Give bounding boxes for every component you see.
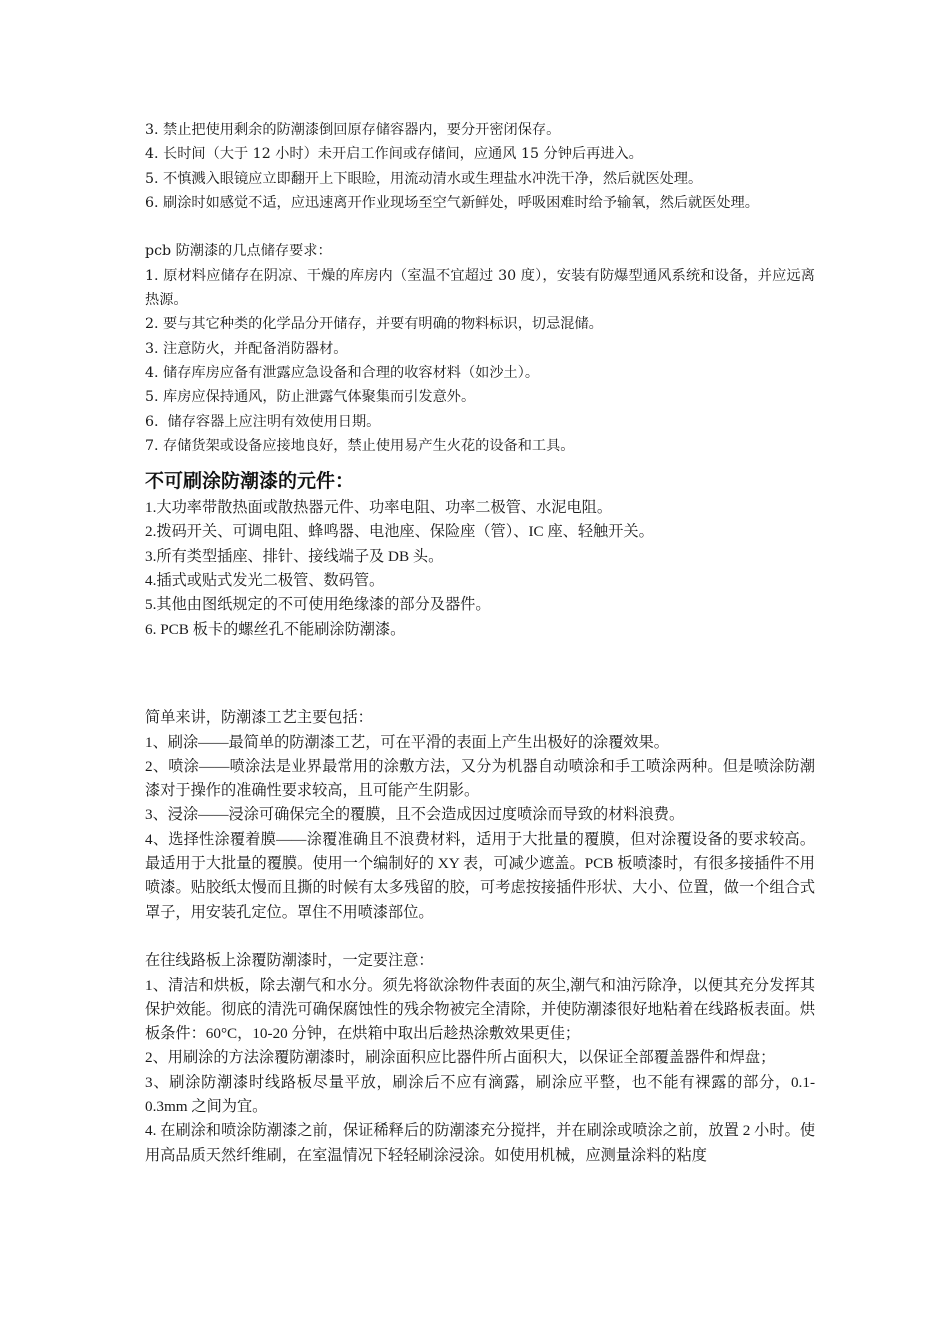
cautions-item-3: 3、刷涂防潮漆时线路板尽量平放，刷涂后不应有滴露，刷涂应平整，也不能有裸露的部分，0.1-0.3mm 之间为宜。 (145, 1073, 815, 1115)
storage-item-4: 4. 储存库房应备有泄露应急设备和合理的收容材料（如沙土）。 (145, 364, 540, 381)
safety-item-6: 6. 刷涂时如感觉不适，应迅速离开作业现场至空气新鲜处，呼吸困难时给予输氧，然后就医处理。 (145, 194, 759, 211)
cautions-item-4: 4. 在刷涂和喷涂防潮漆之前，保证稀释后的防潮漆充分搅拌，并在刷涂或喷涂之前，放置 2 小时。使用高品质天然纤维刷，在室温情况下轻轻刷涂浸涂。如使用机械，应测量涂料的粘度 (145, 1122, 815, 1164)
process-item-3: 3、浸涂——浸涂可确保完全的覆膜，且不会造成因过度喷涂而导致的材料浪费。 (145, 806, 685, 824)
storage-item-6: 6. 储存容器上应注明有效使用日期。 (145, 413, 381, 430)
no-coat-heading: 不可刷涂防潮漆的元件： (145, 470, 355, 493)
storage-item-1: 1. 原材料应储存在阴凉、干燥的库房内（室温不宜超过 30 度），安装有防爆型通风系统和设备，并应远离热源。 (145, 267, 815, 309)
process-intro: 简单来讲，防潮漆工艺主要包括： (145, 709, 373, 727)
storage-item-3: 3. 注意防火，并配备消防器材。 (145, 340, 348, 357)
spacer (145, 925, 815, 949)
storage-title: pcb 防潮漆的几点储存要求： (145, 243, 332, 260)
no-coat-section (145, 496, 815, 642)
safety-item-4: 4. 长时间（大于 12 小时）未开启工作间或存储间，应通风 15 分钟后再进入。 (145, 146, 643, 163)
no-coat-item-3: 3.所有类型插座、排针、接线端子及 DB 头。 (145, 547, 444, 565)
safety-item-3: 3. 禁止把使用剩余的防潮漆倒回原存储容器内，要分开密闭保存。 (145, 122, 561, 138)
cautions-item-2: 2、用刷涂的方法涂覆防潮漆时，刷涂面积应比器件所占面积大，以保证全部覆盖器件和焊盘； (145, 1049, 776, 1067)
storage-section (145, 239, 815, 458)
storage-item-2: 2. 要与其它种类的化学品分开储存，并要有明确的物料标识，切忌混储。 (145, 316, 603, 333)
storage-item-5: 5. 库房应保持通风，防止泄露气体聚集而引发意外。 (145, 389, 476, 406)
document-page (145, 118, 815, 1168)
spacer (145, 215, 815, 239)
process-item-2: 2、喷涂——喷涂法是业界最常用的涂敷方法，又分为机器自动喷涂和手工喷涂两种。但是喷涂防潮漆对于操作的准确性要求较高，且可能产生阴影。 (145, 757, 815, 800)
spacer (145, 642, 815, 682)
cautions-section (145, 949, 815, 1168)
no-coat-item-5: 5.其他由图纸规定的不可使用绝缘漆的部分及器件。 (145, 596, 491, 614)
no-coat-item-6: 6. PCB 板卡的螺丝孔不能刷涂防潮漆。 (145, 620, 406, 638)
cautions-intro: 在往线路板上涂覆防潮漆时，一定要注意： (145, 952, 434, 970)
process-item-1: 1、刷涂——最简单的防潮漆工艺，可在平滑的表面上产生出极好的涂覆效果。 (145, 733, 669, 751)
storage-item-7: 7. 存储货架或设备应接地良好，禁止使用易产生火花的设备和工具。 (145, 437, 575, 454)
process-section (145, 706, 815, 925)
spacer (145, 682, 815, 706)
no-coat-item-4: 4.插式或贴式发光二极管、数码管。 (145, 572, 385, 590)
no-coat-item-2: 2.拨码开关、可调电阻、蜂鸣器、电池座、保险座（管）、IC 座、轻触开关。 (145, 523, 654, 541)
cautions-item-1: 1、清洁和烘板，除去潮气和水分。须先将欲涂物件表面的灰尘,潮气和油污除净，以便其充分发挥其保护效能。彻底的清洗可确保腐蚀性的残余物被完全清除，并使防潮漆很好地粘着在线路板表面。烘板条件：60°C，10-20 分钟，在烘箱中取出后趁热涂敷效果更佳； (145, 976, 815, 1043)
no-coat-item-1: 1.大功率带散热面或散热器元件、功率电阻、功率二极管、水泥电阻。 (145, 499, 613, 517)
safety-section (145, 118, 815, 215)
process-item-4: 4、选择性涂覆着膜——涂覆准确且不浪费材料，适用于大批量的覆膜，但对涂覆设备的要求较高。最适用于大批量的覆膜。使用一个编制好的 XY 表，可减少遮盖。PCB 板喷漆时，有很多接插件不用喷漆。贴胶纸太慢而且撕的时候有太多残留的胶，可考虑按接插件形状、大小、位置，做一个组合式罩子，用安装孔定位。罩住不用喷漆部位。 (145, 830, 815, 921)
safety-item-5: 5. 不慎溅入眼镜应立即翻开上下眼睑，用流动清水或生理盐水冲洗干净，然后就医处理。 (145, 170, 703, 187)
